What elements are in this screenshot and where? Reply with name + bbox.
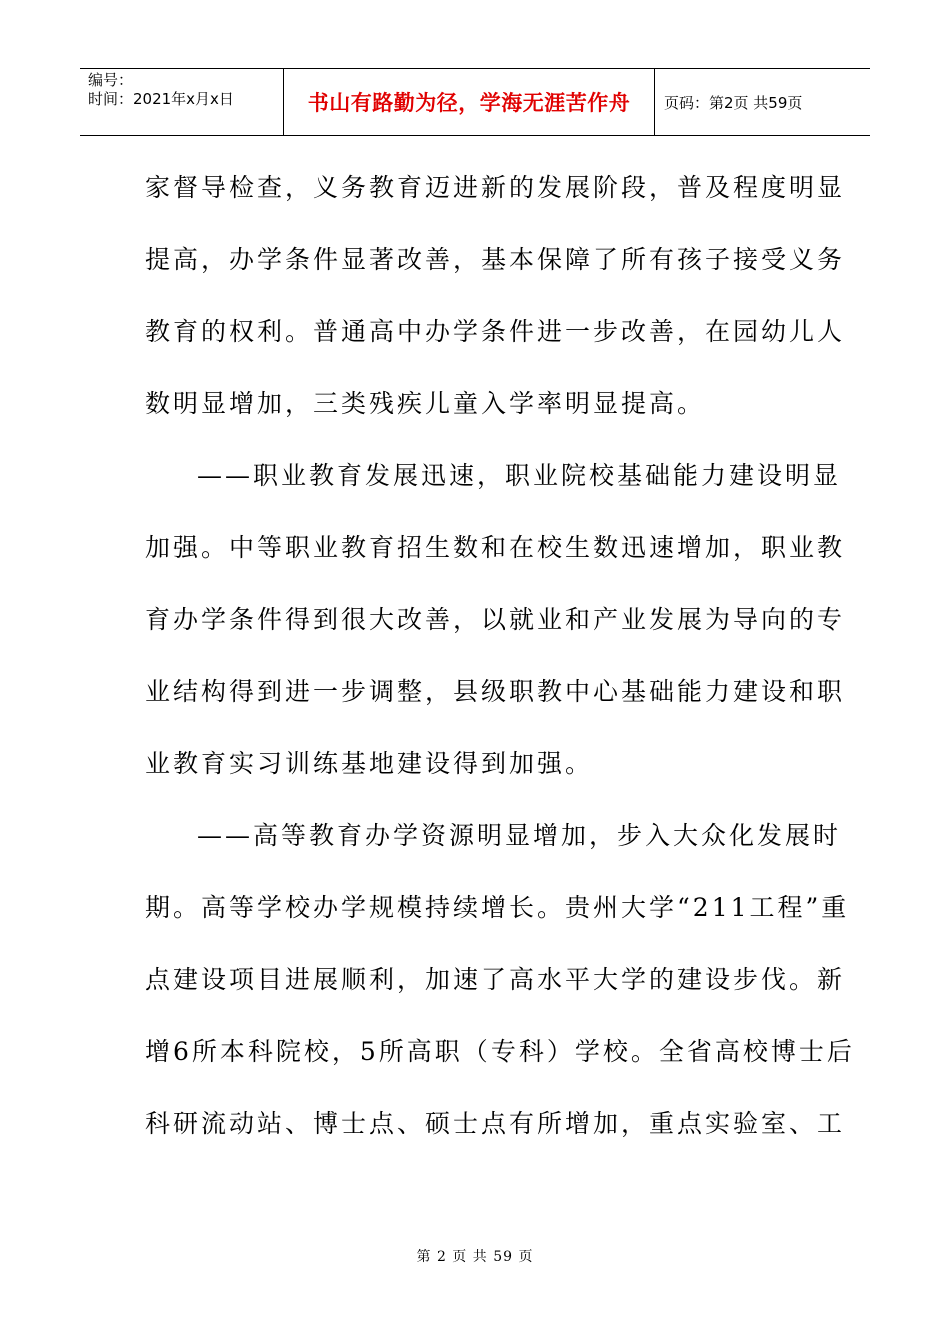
body-line: ——职业教育发展迅速，职业院校基础能力建设明显 — [197, 461, 842, 490]
body-line: ——高等教育办学资源明显增加，步入大众化发展时 — [197, 821, 842, 850]
document-body — [145, 156, 855, 1164]
header-number-label: 编号： — [88, 71, 134, 89]
body-line: 育办学条件得到很大改善，以就业和产业发展为导向的专 — [145, 605, 846, 634]
page-header — [80, 68, 870, 136]
body-line: 增6所本科院校，5所高职（专科）学校。全省高校博士后 — [145, 1037, 855, 1066]
body-line: 加强。中等职业教育招生数和在校生数迅速增加，职业教 — [145, 533, 846, 562]
body-line: 点建设项目进展顺利，加速了高水平大学的建设步伐。新 — [145, 965, 846, 994]
body-line: 数明显增加，三类残疾儿童入学率明显提高。 — [145, 389, 706, 418]
body-line: 业结构得到进一步调整，县级职教中心基础能力建设和职 — [145, 677, 846, 706]
body-line: 业教育实习训练基地建设得到加强。 — [145, 749, 594, 778]
header-date: 时间：2021年x月x日 — [88, 90, 234, 108]
body-line: 期。高等学校办学规模持续增长。贵州大学“211工程”重 — [145, 893, 850, 922]
page-footer: 第 2 页 共 59 页 — [416, 1249, 534, 1265]
header-meta — [88, 71, 234, 109]
header-divider — [654, 69, 655, 135]
body-line: 教育的权利。普通高中办学条件进一步改善，在园幼儿人 — [145, 317, 846, 346]
header-page-info: 页码：第2页 共59页 — [664, 93, 803, 112]
body-line: 科研流动站、博士点、硕士点有所增加，重点实验室、工 — [145, 1109, 846, 1138]
body-line: 家督导检查，义务教育迈进新的发展阶段，普及程度明显 — [145, 173, 846, 202]
body-line: 提高，办学条件显著改善，基本保障了所有孩子接受义务 — [145, 245, 846, 274]
header-motto: 书山有路勤为径，学海无涯苦作舟 — [307, 91, 631, 115]
